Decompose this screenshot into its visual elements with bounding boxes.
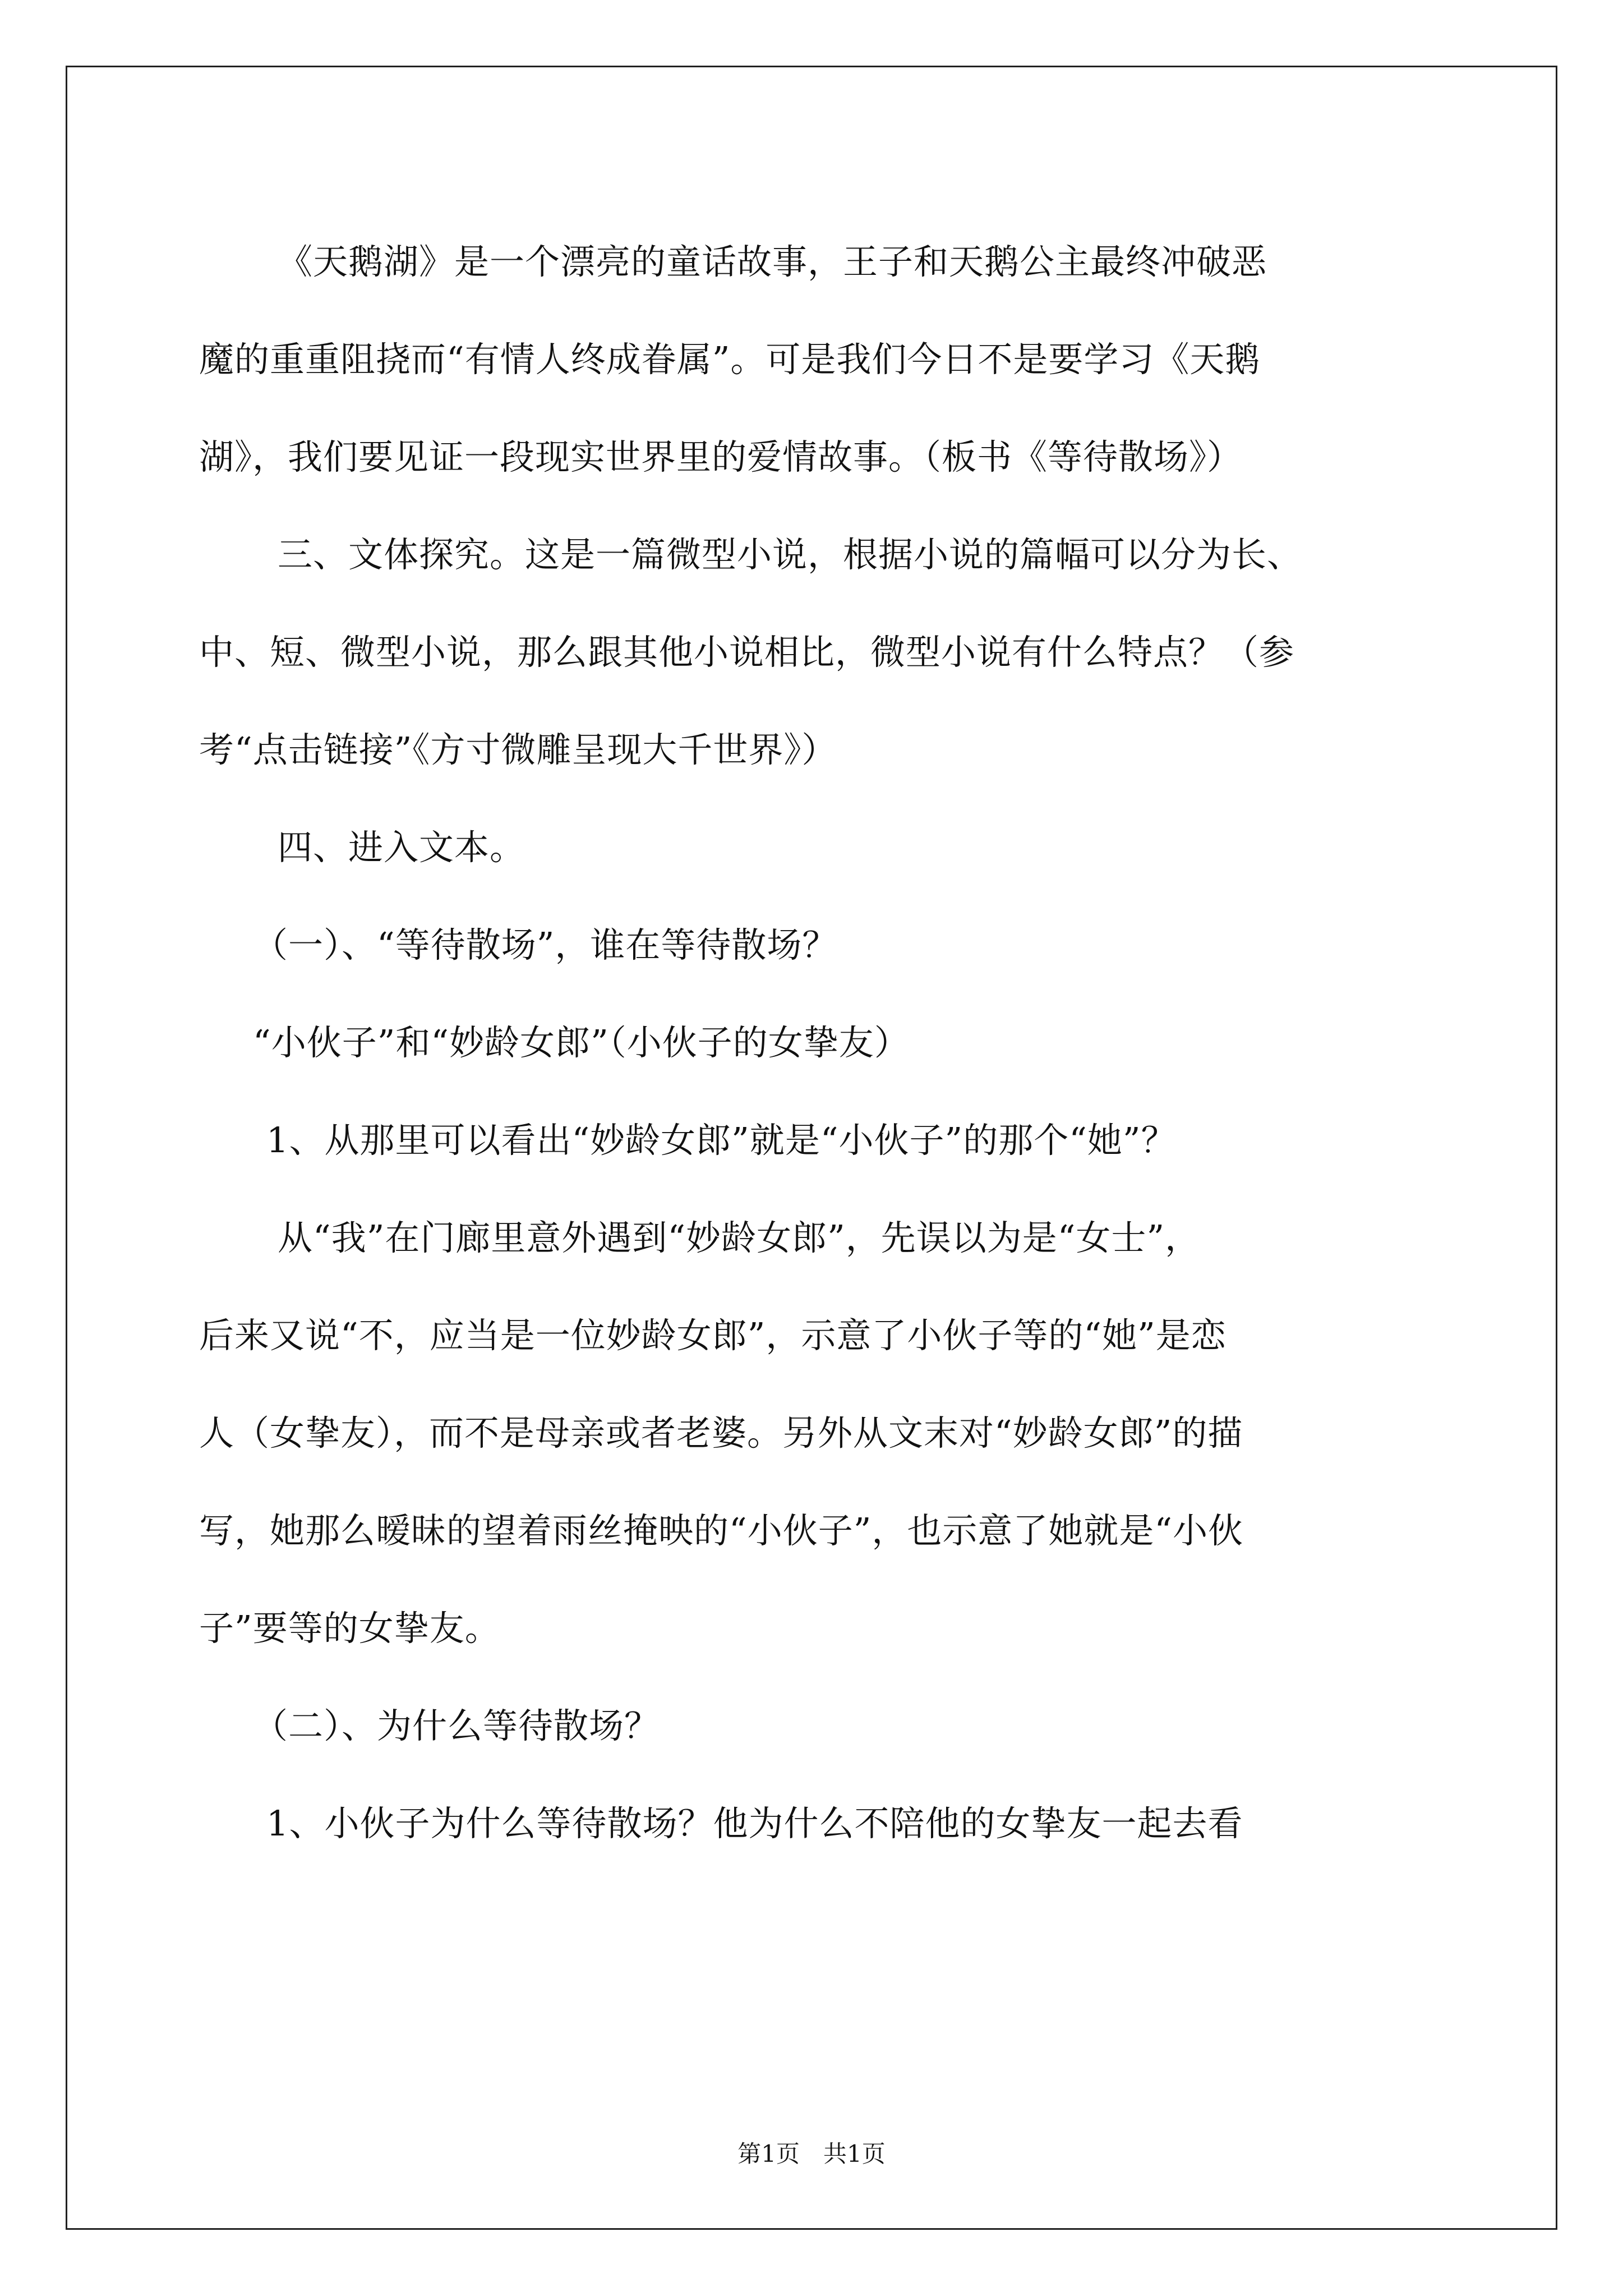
subsection-heading: （一）、“等待散场”，谁在等待散场？: [253, 924, 838, 965]
paragraph-line: 魔的重重阻挠而“有情人终成眷属”。可是我们今日不是要学习《天鹅: [199, 339, 1261, 380]
paragraph-line: 《天鹅湖》是一个漂亮的童话故事，王子和天鹅公主最终冲破恶: [278, 241, 1267, 282]
paragraph-line: 人（女挚友），而不是母亲或者老婆。另外从文末对“妙龄女郎”的描: [199, 1412, 1243, 1453]
paragraph-line: 写，她那么暧昧的望着雨丝掩映的“小伙子”，也示意了她就是“小伙: [199, 1510, 1244, 1551]
paragraph-line: 子”要等的女挚友。: [199, 1608, 500, 1649]
paragraph-line: 从“我”在门廊里意外遇到“妙龄女郎”，先误以为是“女士”，: [278, 1217, 1201, 1258]
paragraph-line: 湖》，我们要见证一段现实世界里的爱情故事。（板书《等待散场》）: [199, 436, 1243, 477]
paragraph-line: 1、小伙子为什么等待散场？他为什么不陪他的女挚友一起去看: [266, 1803, 1243, 1844]
paragraph-line: 三、文体探究。这是一篇微型小说，根据小说的篇幅可以分为长、: [278, 534, 1303, 575]
subsection-heading: （二）、为什么等待散场？: [253, 1705, 660, 1746]
paragraph-line: 1、从那里可以看出“妙龄女郎”就是“小伙子”的那个“她”？: [266, 1120, 1177, 1161]
document-body: [199, 213, 1433, 1872]
paragraph-line: 中、短、微型小说，那么跟其他小说相比，微型小说有什么特点？（参: [199, 632, 1295, 673]
paragraph-line: 后来又说“不，应当是一位妙龄女郎”，示意了小伙子等的“她”是恋: [199, 1315, 1227, 1356]
section-heading: 四、进入文本。: [278, 827, 525, 868]
paragraph-line: “小伙子”和“妙龄女郎”（小伙子的女挚友）: [253, 1022, 910, 1063]
paragraph-line: 考“点击链接”《方寸微雕呈现大千世界》）: [199, 729, 837, 770]
page-footer: 第1页 共1页: [737, 2140, 886, 2168]
